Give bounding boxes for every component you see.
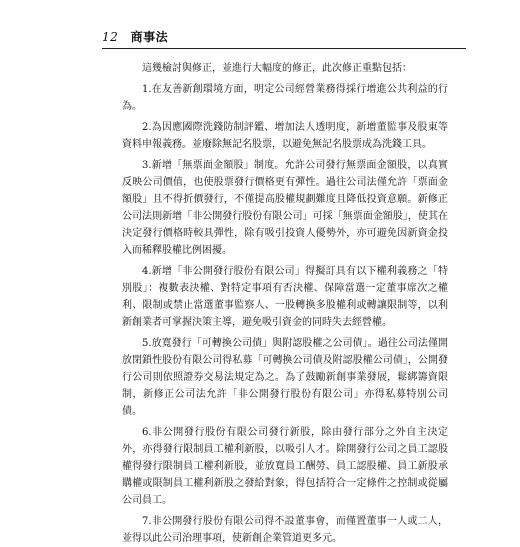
list-item: 3.新增「無票面金額股」制度。允許公司發行無票面金額股，以真實反映公司價值，也使股票發行價格更有彈性。過往公司法僅允許「票面金額股」且不得折價發行，不僅提高股權規劃難度且降低投資意願。新修正公司法則新增「非公開發行股份有限公司」可採「無票面金額股」，使其在決定發行價格時較具彈性，除有吸引投資人優勢外，亦可避免因新資金投入而稀釋股權比例困擾。 bbox=[122, 160, 448, 256]
body-text bbox=[122, 60, 448, 547]
running-header bbox=[102, 30, 168, 44]
list-item: 2.為因應國際洗錢防制評鑑、增加法人透明度，新增董監事及股東等資料申報義務。並廢除無記名股票，以避免無記名股票成為洗錢工具。 bbox=[122, 122, 448, 150]
header-rule bbox=[102, 48, 466, 49]
book-title: 商事法 bbox=[130, 30, 169, 44]
intro-paragraph: 這幾檢討與修正，並進行大幅度的修正，此次修正重點包括： bbox=[142, 63, 412, 74]
page-number: 12 bbox=[102, 30, 119, 44]
list-item: 7.非公開發行股份有限公司得不設董事會，而僅置董事一人或二人，並得以此公司治理事項，使新創企業管道更多元。 bbox=[122, 516, 448, 544]
list-item: 6.非公開發行股份有限公司發行新股，除由發行部分之外自主決定外，亦得發行限制員工權利新股，以吸引人才。除開發行公司之員工認股權得發行限制員工權利新股，並放寬員工酬勞、員工認股權、員工新股承購權或限制員工權利新股之發給對象，得包括符合一定條件之控制或從屬公司員工。 bbox=[122, 427, 448, 506]
list-item: 1.在友善新創環境方面，明定公司經營業務得採行增進公共利益的行為。 bbox=[122, 84, 448, 112]
list-item: 5.放寬發行「可轉換公司債」與附認股權之公司債」。過往公司法僅開放閉鎖性股份有限公司得私募「可轉換公司債及附認股權公司債」，公開發行公司則依照證券交易法規定為之。為了鼓勵新創事業發展，鬆綁籌資限制，新修正公司法允許「非公開發行股份有限公司」亦得私募特別公司債。 bbox=[122, 338, 448, 417]
list-item: 4.新增「非公開發行股份有限公司」得擬訂具有以下權利義務之「特別股」：複數表決權、對特定事項有否決權、保障當選一定董事席次之權利、限制或禁止當選董事監察人、一股轉換多股權利或轉讓限制等，以利新創業者可掌握決策主導，避免吸引資金的同時失去經營權。 bbox=[122, 266, 448, 328]
